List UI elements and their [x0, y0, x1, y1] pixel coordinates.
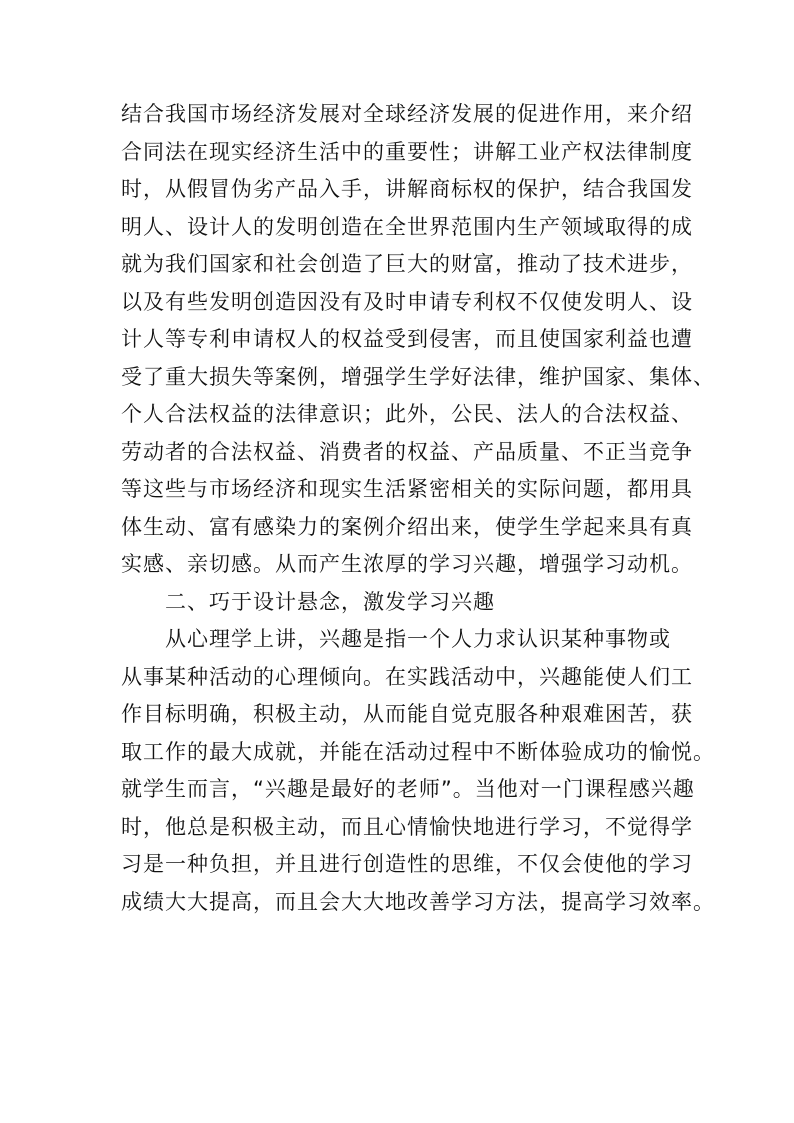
text-line: 结合我国市场经济发展对全球经济发展的促进作用，来介绍: [121, 102, 693, 126]
text-line: 从事某种活动的心理倾向。在实践活动中，兴趣能使人们工: [121, 664, 693, 689]
text-line: 就为我们国家和社会创造了巨大的财富，推动了技术进步，: [121, 252, 693, 276]
paragraph-start: 从心理学上讲，兴趣是指一个人力求认识某种事物或: [165, 627, 671, 651]
text-line: 取工作的最大成就，并能在活动过程中不断体验成功的愉悦。: [121, 739, 715, 764]
text-line: 时，从假冒伪劣产品入手，讲解商标权的保护，结合我国发: [121, 177, 693, 201]
text-line: 劳动者的合法权益、消费者的权益、产品质量、不正当竞争: [121, 439, 693, 464]
text-line: 个人合法权益的法律意识；此外，公民、法人的合法权益、: [121, 402, 693, 426]
text-line: 计人等专利申请权人的权益受到侵害，而且使国家利益也遭: [121, 327, 693, 351]
text-line: 就学生而言，“兴趣是最好的老师”。当他对一门课程感兴趣: [121, 777, 695, 801]
text-line: 合同法在现实经济生活中的重要性；讲解工业产权法律制度: [121, 139, 693, 164]
text-line: 体生动、富有感染力的案例介绍出来，使学生学起来具有真: [121, 514, 693, 539]
text-line: 明人、设计人的发明创造在全世界范围内生产领域取得的成: [121, 214, 693, 239]
text-line: 实感、亲切感。从而产生浓厚的学习兴趣，增强学习动机。: [121, 552, 693, 576]
text-line: 以及有些发明创造因没有及时申请专利权不仅使发明人、设: [121, 289, 693, 314]
text-line: 时，他总是积极主动，而且心情愉快地进行学习，不觉得学: [121, 814, 693, 839]
text-line: 等这些与市场经济和现实生活紧密相关的实际问题，都用具: [121, 477, 693, 501]
text-line: 习是一种负担，并且进行创造性的思维，不仅会使他的学习: [121, 852, 693, 876]
text-line: 作目标明确，积极主动，从而能自觉克服各种艰难困苦，获: [121, 702, 693, 726]
body-text: [121, 96, 715, 921]
text-line: 受了重大损失等案例，增强学生学好法律，维护国家、集体、: [121, 364, 715, 389]
text-line: 成绩大大提高，而且会大大地改善学习方法，提高学习效率。: [121, 889, 715, 914]
section-heading: 二、巧于设计悬念，激发学习兴趣: [165, 589, 495, 614]
